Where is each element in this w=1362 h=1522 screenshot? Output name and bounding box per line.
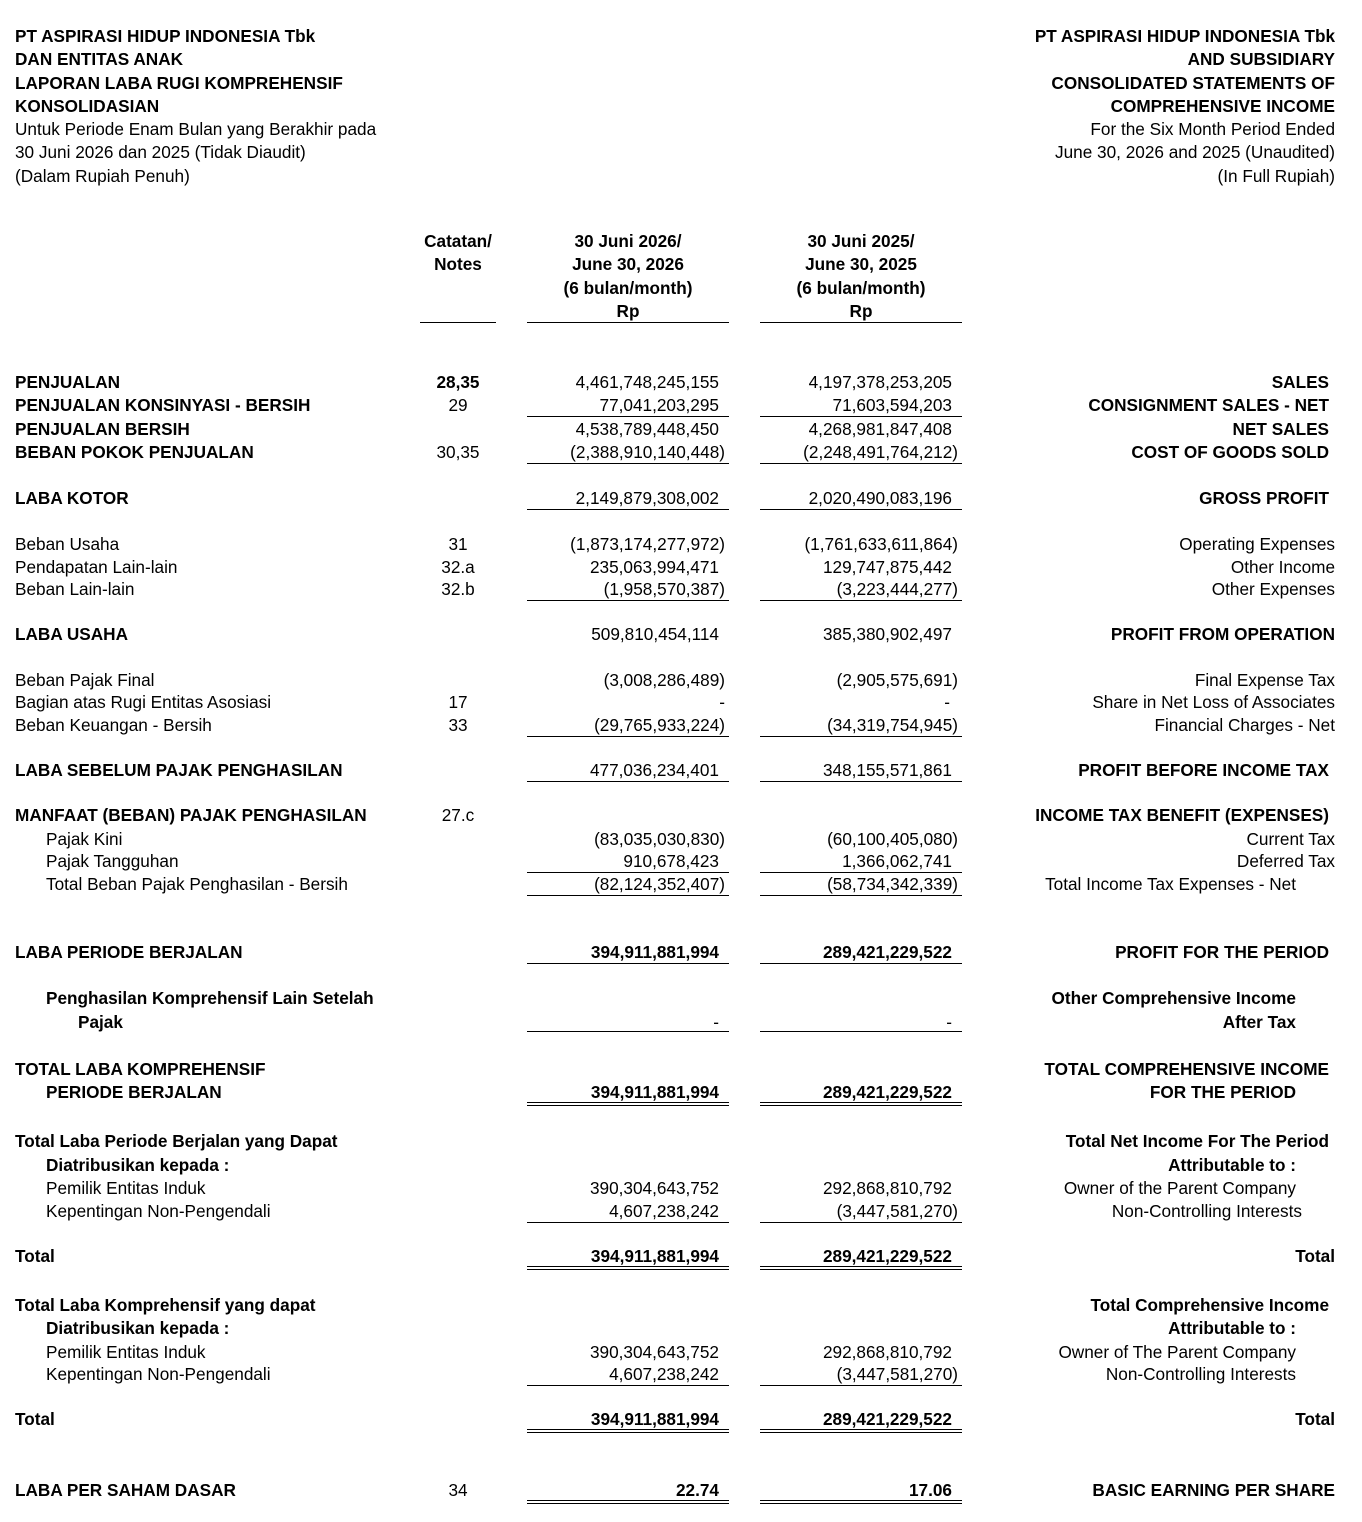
underline [760,463,962,464]
underline [527,781,729,782]
underline [760,1385,962,1386]
row-note: 29 [448,395,468,415]
row-value-2025: - [946,1012,952,1032]
row-label: Beban Keuangan - Bersih [15,715,212,735]
row-label: LABA KOTOR [15,488,129,508]
row-attr-total [0,1245,1362,1267]
row-value-2025: 289,421,229,522 [822,1409,952,1429]
period-en-1: For the Six Month Period Ended [1090,119,1335,140]
row-label-en: Non-Controlling Interests [1111,1201,1302,1221]
row-value-2026: 4,461,748,245,155 [575,372,719,392]
row-label-en: Other Comprehensive Income [1051,988,1296,1008]
row-label-en: SALES [1271,372,1329,392]
underline [527,895,729,896]
row-label-en: Final Expense Tax [1194,670,1335,690]
row-label: LABA PER SAHAM DASAR [15,1480,236,1500]
underline [760,781,962,782]
row-attr-owner [0,1177,1362,1199]
row-value-2026: 390,304,643,752 [589,1178,719,1198]
underline [760,416,962,417]
row-final-tax [0,669,1362,691]
row-oci-1 [0,987,1362,1009]
row-label-en: NET SALES [1232,419,1329,439]
row-value-2026: 390,304,643,752 [589,1342,719,1362]
underline [760,1222,962,1223]
row-attr-1 [0,1130,1362,1152]
statement-title-id-2: KONSOLIDASIAN [15,95,160,116]
underline [527,1031,729,1032]
row-tax-header [0,804,1362,826]
row-value-2025: 289,421,229,522 [822,1082,952,1102]
row-label-en: PROFIT BEFORE INCOME TAX [1078,760,1329,780]
period-en-2: June 30, 2026 and 2025 (Unaudited) [1055,142,1335,163]
row-value-2025: 2,020,490,083,196 [808,488,952,508]
row-tci-1 [0,1058,1362,1080]
row-label: MANFAAT (BEBAN) PAJAK PENGHASILAN [15,805,367,825]
column-header-notes-line: Notes [434,254,482,275]
row-value-2026: 394,911,881,994 [590,942,719,962]
row-label: Kepentingan Non-Pengendali [46,1364,271,1384]
row-associates [0,691,1362,713]
row-ci-1 [0,1294,1362,1316]
row-eps [0,1479,1362,1501]
row-note: 17 [448,692,468,712]
row-label-en: PROFIT FOR THE PERIOD [1115,942,1329,962]
row-label-en: Attributable to : [1168,1155,1296,1175]
row-value-2026: 394,911,881,994 [590,1246,719,1266]
row-value-2026: 4,538,789,448,450 [575,419,719,439]
column-header-2026 [527,230,729,323]
row-value-2026: 477,036,234,401 [589,760,719,780]
column-header-2025-line: (6 bulan/month) [796,277,926,298]
column-header-2026-line: June 30, 2026 [572,254,684,275]
column-header-notes [420,230,496,277]
row-value-2025: 348,155,571,861 [822,760,952,780]
row-label-en: Other Expenses [1211,579,1335,599]
row-value-2025: 129,747,875,442 [822,557,952,577]
row-value-2026: (1,873,174,277,972) [570,534,725,554]
row-label-en: Deferred Tax [1236,851,1335,871]
row-label-en: Owner of The Parent Company [1058,1342,1296,1362]
row-note: 32.b [441,579,475,599]
row-net-sales [0,418,1362,440]
row-ci-total [0,1408,1362,1430]
row-value-2026: (82,124,352,407) [594,874,725,894]
row-value-2025: 292,868,810,792 [822,1178,952,1198]
underline [760,895,962,896]
double-underline [527,1500,729,1504]
row-label: Total [15,1246,55,1266]
row-value-2026: (3,008,286,489) [603,670,725,690]
row-label: Pajak [78,1012,123,1032]
row-label-en: Financial Charges - Net [1154,715,1335,735]
underline [527,1385,729,1386]
row-value-2025: (34,319,754,945) [827,715,958,735]
currency-id: (Dalam Rupiah Penuh) [15,165,190,186]
row-label: LABA USAHA [15,624,128,644]
row-label: Diatribusikan kepada : [46,1318,230,1338]
row-label-en: After Tax [1222,1012,1296,1032]
row-label: Pajak Tangguhan [46,851,179,871]
row-value-2026: 910,678,423 [623,851,719,871]
row-label-en: PROFIT FROM OPERATION [1110,624,1335,644]
underline [527,509,729,510]
row-label-en: CONSIGNMENT SALES - NET [1088,395,1329,415]
row-label: Kepentingan Non-Pengendali [46,1201,271,1221]
row-label-en: TOTAL COMPREHENSIVE INCOME [1044,1059,1329,1079]
underline [527,1222,729,1223]
underline [760,963,962,964]
row-value-2026: 77,041,203,295 [599,395,719,415]
row-total-tax [0,873,1362,895]
row-label-en: GROSS PROFIT [1199,488,1329,508]
row-other-income [0,556,1362,578]
column-header-rule [760,322,962,323]
row-value-2026: - [713,1012,719,1032]
row-value-2025: 289,421,229,522 [822,942,952,962]
currency-en: (In Full Rupiah) [1217,165,1335,186]
subsidiary-id: DAN ENTITAS ANAK [15,49,184,70]
row-value-2026: (2,388,910,140,448) [570,442,725,462]
row-label-en: Owner of the Parent Company [1063,1178,1296,1198]
row-label: Total Laba Periode Berjalan yang Dapat [15,1131,338,1151]
row-value-2026: 4,607,238,242 [609,1364,719,1384]
row-label: Total [15,1409,55,1429]
underline [760,1031,962,1032]
row-value-2025: 17.06 [908,1480,952,1500]
underline [760,736,962,737]
row-note: 33 [448,715,468,735]
row-opex [0,533,1362,555]
row-label-en: FOR THE PERIOD [1149,1082,1296,1102]
row-label: Beban Lain-lain [15,579,135,599]
row-label-en: Total Income Tax Expenses - Net [1045,874,1296,894]
row-label: Diatribusikan kepada : [46,1155,230,1175]
row-label-en: Operating Expenses [1179,534,1335,554]
row-label: Total Laba Komprehensif yang dapat [15,1295,316,1315]
row-label-en: Attributable to : [1168,1318,1296,1338]
row-value-2025: (60,100,405,080) [827,829,958,849]
row-value-2025: 385,380,902,497 [822,624,952,644]
row-attr-nci [0,1200,1362,1222]
row-ci-2 [0,1317,1362,1339]
row-value-2025: (2,248,491,764,212) [803,442,958,462]
row-label-en: BASIC EARNING PER SHARE [1092,1480,1335,1500]
header-left [15,25,376,188]
row-value-2025: (3,223,444,277) [836,579,958,599]
row-label: Pemilik Entitas Induk [46,1178,206,1198]
row-label-en: Other Income [1230,557,1335,577]
underline [527,963,729,964]
row-value-2025: 289,421,229,522 [822,1246,952,1266]
row-label-en: Total Comprehensive Income [1090,1295,1329,1315]
underline [527,416,729,417]
row-label: BEBAN POKOK PENJUALAN [15,442,254,462]
underline [527,736,729,737]
column-header-2026-line: 30 Juni 2026/ [574,231,682,251]
row-value-2026: 2,149,879,308,002 [575,488,719,508]
column-header-2026-line: (6 bulan/month) [563,277,693,298]
row-ci-nci [0,1363,1362,1385]
row-note: 28,35 [436,372,480,392]
row-label: PENJUALAN BERSIH [15,419,190,439]
underline [527,463,729,464]
underline [760,600,962,601]
row-label: Beban Usaha [15,534,120,554]
row-label-en: Total [1295,1409,1335,1429]
header-right [1035,25,1335,188]
double-underline [760,1429,962,1433]
period-id-2: 30 Juni 2026 dan 2025 (Tidak Diaudit) [15,142,306,163]
row-label-en: Non-Controlling Interests [1105,1364,1296,1384]
row-value-2025: 71,603,594,203 [832,395,952,415]
company-name-en: PT ASPIRASI HIDUP INDONESIA Tbk [1034,26,1335,46]
column-header-2025-line: Rp [849,300,873,321]
row-note: 27.c [441,805,475,825]
row-note: 31 [448,534,468,554]
row-label-en: INCOME TAX BENEFIT (EXPENSES) [1035,805,1329,825]
double-underline [760,1102,962,1106]
double-underline [760,1266,962,1270]
row-value-2025: (58,734,342,339) [827,874,958,894]
row-label-en: Current Tax [1246,829,1335,849]
row-label: LABA PERIODE BERJALAN [15,942,243,962]
row-value-2026: (1,958,570,387) [603,579,725,599]
column-header-notes-line: Catatan/ [424,231,492,251]
row-note: 34 [448,1480,468,1500]
row-label: TOTAL LABA KOMPREHENSIF [15,1059,266,1079]
row-label: Bagian atas Rugi Entitas Asosiasi [15,692,272,712]
row-label-en: COST OF GOODS SOLD [1131,442,1329,462]
row-value-2026: 22.74 [675,1480,719,1500]
row-cogs [0,441,1362,463]
row-label-en: Share in Net Loss of Associates [1092,692,1335,712]
row-label: Beban Pajak Final [15,670,155,690]
period-id-1: Untuk Periode Enam Bulan yang Berakhir pada [15,119,377,140]
column-header-2025 [760,230,962,323]
row-value-2025: 292,868,810,792 [822,1342,952,1362]
statement-title-id-1: LAPORAN LABA RUGI KOMPREHENSIF [15,72,343,93]
row-value-2026: - [719,692,725,712]
underline [760,509,962,510]
row-label: PENJUALAN KONSINYASI - BERSIH [15,395,311,415]
row-value-2025: - [944,692,950,712]
row-oci-2 [0,1011,1362,1033]
row-tci-2 [0,1081,1362,1103]
row-other-expenses [0,578,1362,600]
column-header-2026-line: Rp [616,300,640,321]
row-profit-period [0,941,1362,963]
row-note: 30,35 [436,442,480,462]
double-underline [760,1500,962,1504]
row-label: LABA SEBELUM PAJAK PENGHASILAN [15,760,343,780]
row-label: PERIODE BERJALAN [46,1082,222,1102]
row-value-2025: (3,447,581,270) [836,1364,958,1384]
column-header-rule [420,322,496,323]
row-value-2026: 235,063,994,471 [589,557,719,577]
row-label: Pemilik Entitas Induk [46,1342,206,1362]
row-label: Total Beban Pajak Penghasilan - Bersih [46,874,348,894]
row-label: Pajak Kini [46,829,123,849]
double-underline [527,1266,729,1270]
row-value-2025: 1,366,062,741 [842,851,952,871]
double-underline [527,1429,729,1433]
row-sales [0,371,1362,393]
row-value-2025: 4,197,378,253,205 [808,372,952,392]
row-op-profit [0,623,1362,645]
row-value-2025: (3,447,581,270) [836,1201,958,1221]
row-value-2026: (29,765,933,224) [594,715,725,735]
column-header-rule [527,322,729,323]
row-value-2025: (1,761,633,611,864) [804,534,958,554]
row-gross-profit [0,487,1362,509]
row-ci-owner [0,1341,1362,1363]
row-value-2026: 509,810,454,114 [591,624,719,644]
row-value-2025: 4,268,981,847,408 [808,419,952,439]
row-value-2026: 394,911,881,994 [590,1082,719,1102]
column-header-2025-line: June 30, 2025 [805,254,917,275]
column-header-2025-line: 30 Juni 2025/ [807,231,915,251]
row-label-en: Total Net Income For The Period [1065,1131,1329,1151]
row-label-en: Total [1295,1246,1335,1266]
double-underline [527,1102,729,1106]
row-note: 32.a [441,557,475,577]
subsidiary-en: AND SUBSIDIARY [1187,49,1335,70]
row-attr-2 [0,1154,1362,1176]
row-consignment [0,394,1362,416]
statement-title-en-2: COMPREHENSIVE INCOME [1110,95,1335,116]
row-label: Pendapatan Lain-lain [15,557,178,577]
row-fin-charges [0,714,1362,736]
row-pbt [0,759,1362,781]
underline [527,600,729,601]
company-name-id: PT ASPIRASI HIDUP INDONESIA Tbk [15,26,316,46]
row-label: Penghasilan Komprehensif Lain Setelah [46,988,374,1008]
row-deferred-tax [0,850,1362,872]
row-value-2026: 394,911,881,994 [590,1409,719,1429]
row-value-2026: (83,035,030,830) [594,829,725,849]
row-label: PENJUALAN [15,372,121,392]
row-value-2026: 4,607,238,242 [609,1201,719,1221]
row-current-tax [0,828,1362,850]
statement-title-en-1: CONSOLIDATED STATEMENTS OF [1051,72,1335,93]
row-value-2025: (2,905,575,691) [836,670,958,690]
